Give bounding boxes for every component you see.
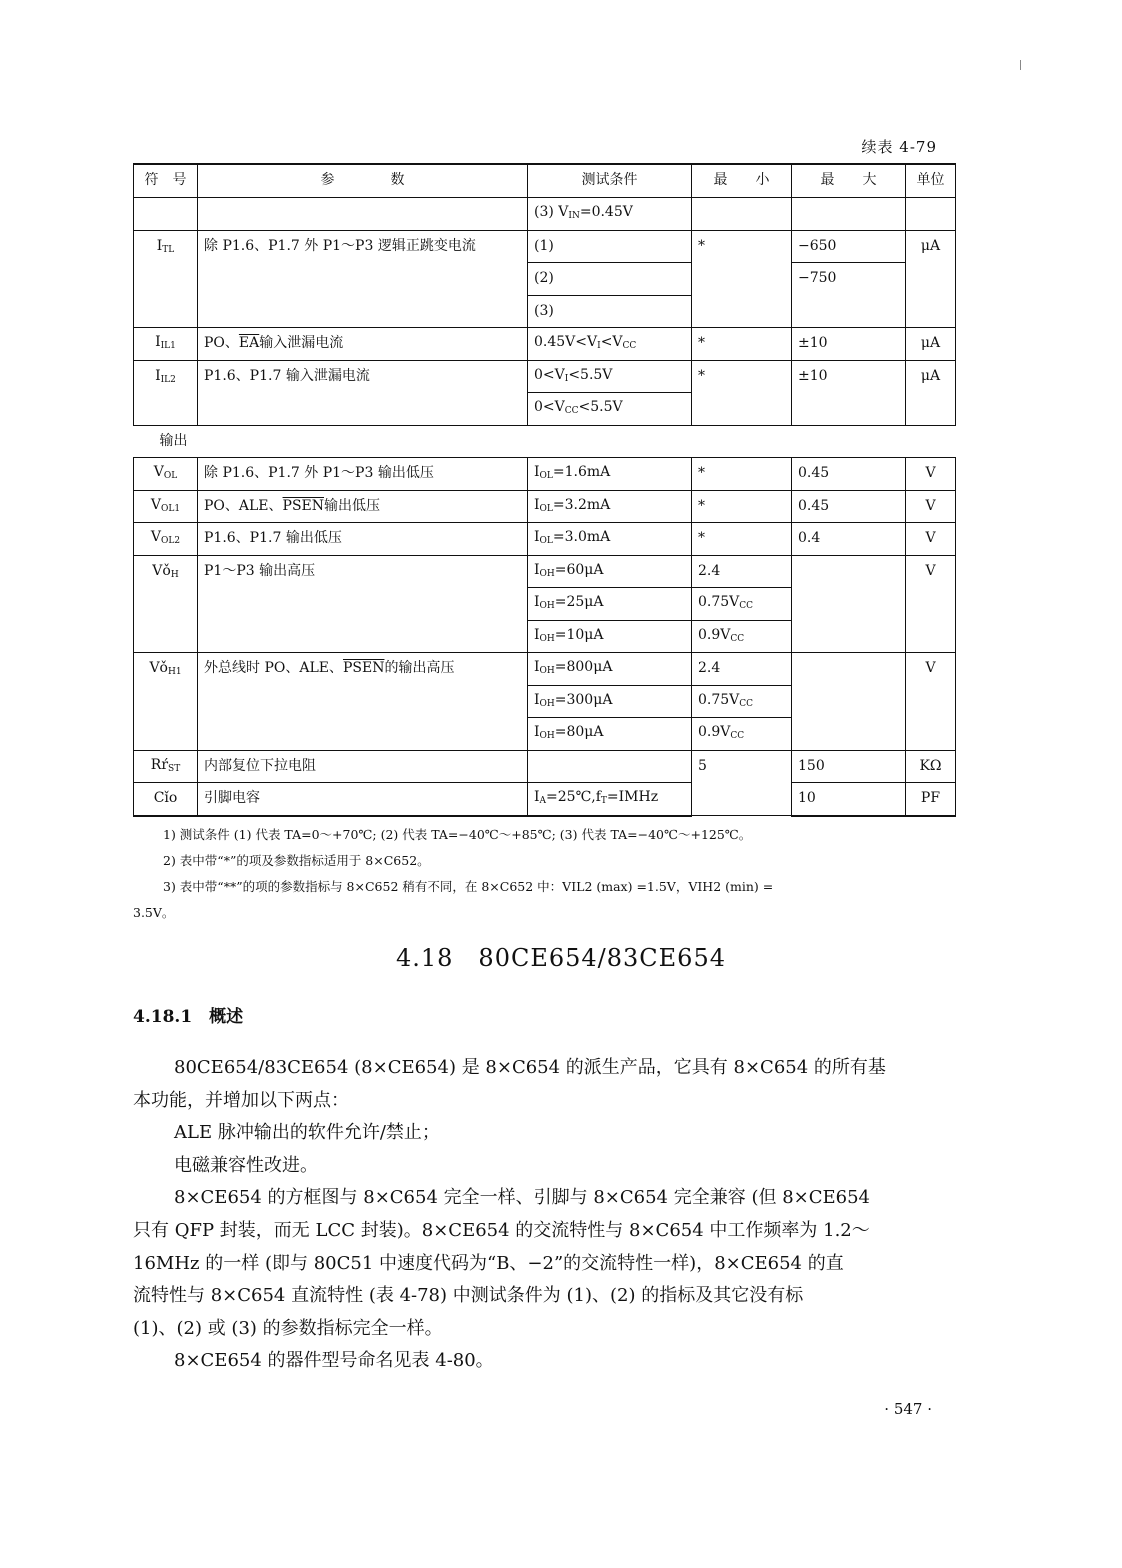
- max-cell: 0.45: [792, 490, 906, 523]
- table-row: [134, 523, 956, 556]
- cond-cell: (2): [528, 263, 692, 296]
- cond-cell: $0.45V<V_I<V_{CC}$: [528, 328, 692, 361]
- param-cell: P1.6、P1.7 输入泄漏电流: [198, 360, 528, 425]
- paragraph-line: (1)、(2) 或 (3) 的参数指标完全一样。: [133, 1317, 443, 1339]
- min-cell: *: [692, 490, 792, 523]
- symbol-cell: $V_{OL}$: [134, 458, 198, 491]
- table-row: [134, 750, 956, 783]
- paragraph-line: 只有 QFP 封装，而无 LCC 封装)。8×CE654 的交流特性与 8×C654 中工作频率为 1.2～: [133, 1219, 870, 1241]
- min-cell: *: [692, 523, 792, 556]
- unit-cell: V: [906, 653, 956, 751]
- scan-mark: [1020, 60, 1021, 70]
- min-cell: *: [692, 360, 792, 425]
- table-row: [134, 458, 956, 491]
- unit-cell: μA: [906, 328, 956, 361]
- page-number: · 547 ·: [884, 1400, 932, 1418]
- cond-cell: $0<V_{CC}<5.5V$: [528, 393, 692, 426]
- symbol-cell: $V_{OL2}$: [134, 523, 198, 556]
- min-cell: 5: [692, 750, 792, 816]
- param-cell: P1～P3 输出高压: [198, 555, 528, 653]
- subsection-heading: 4.18.1 概述: [133, 1007, 244, 1027]
- max-cell: [792, 555, 906, 653]
- cond-cell: $0<V_I<5.5V$: [528, 360, 692, 393]
- paragraph-line: 16MHz 的一样 (即与 80C51 中速度代码为“B、−2”的交流特性一样)，8×CE654 的直: [133, 1252, 844, 1274]
- section-output-label: 输出: [134, 425, 956, 458]
- symbol-cell: $I_{IL2}$: [134, 360, 198, 425]
- cond-cell: $I_{OL}=3.2mA$: [528, 490, 692, 523]
- param-cell: P1.6、P1.7 输出低压: [198, 523, 528, 556]
- dc-characteristics-table: [133, 163, 956, 817]
- param-cell: PO、$\overline{EA}$输入泄漏电流: [198, 328, 528, 361]
- min-cell: *: [692, 458, 792, 491]
- max-cell: 0.4: [792, 523, 906, 556]
- body-text: [133, 1052, 955, 1378]
- section-heading: 4.18 80CE654/83CE654: [396, 944, 726, 972]
- unit-cell: μA: [906, 230, 956, 328]
- symbol-cell: Cǐo: [134, 783, 198, 816]
- note-3-cont: 3.5V。: [133, 905, 175, 920]
- param-cell: 除 P1.6、P1.7 外 P1～P3 逻辑正跳变电流: [198, 230, 528, 328]
- paragraph: 80CE654/83CE654 (8×CE654) 是 8×C654 的派生产品，它具有 8×C654 的所有基: [174, 1057, 886, 1078]
- cond-cell: $I_{OH}=10\mu A$: [528, 620, 692, 653]
- param-cell: PO、ALE、PSEN输出低压: [198, 490, 528, 523]
- symbol-cell: $I_{TL}$: [134, 230, 198, 328]
- table-row: [134, 490, 956, 523]
- header-max: 最 大: [792, 164, 906, 198]
- paragraph: 8×CE654 的器件型号命名见表 4-80。: [174, 1350, 494, 1372]
- cond-cell: $I_A=25℃,f_T=IMHz$: [528, 783, 692, 816]
- table-row: [134, 653, 956, 686]
- max-cell: −650: [792, 230, 906, 263]
- param-cell: 引脚电容: [198, 783, 528, 816]
- min-cell: $0.75V_{CC}$: [692, 685, 792, 718]
- header-unit: 单位: [906, 164, 956, 198]
- table-row: [134, 783, 956, 816]
- max-cell: ±10: [792, 328, 906, 361]
- max-cell: 0.45: [792, 458, 906, 491]
- max-cell: −750: [792, 263, 906, 328]
- unit-cell: V: [906, 490, 956, 523]
- paragraph-line: 流特性与 8×C654 直流特性 (表 4-78) 中测试条件为 (1)、(2) 的指标及其它没有标: [133, 1285, 804, 1307]
- cond-cell: [528, 750, 692, 783]
- symbol-cell: $Vǒ_H$: [134, 555, 198, 653]
- table-row: [134, 230, 956, 263]
- header-cond: 测试条件: [528, 164, 692, 198]
- min-cell: 2.4: [692, 653, 792, 686]
- paragraph: ALE 脉冲输出的软件允许/禁止；: [174, 1122, 440, 1144]
- cond-cell: $I_{OH}=60\mu A$: [528, 555, 692, 588]
- table-row: [134, 555, 956, 588]
- unit-cell: μA: [906, 360, 956, 425]
- paragraph: 8×CE654 的方框图与 8×C654 完全一样、引脚与 8×C654 完全兼容 (但 8×CE654: [174, 1187, 871, 1209]
- cond-cell: $I_{OH}=300\mu A$: [528, 685, 692, 718]
- min-cell: *: [692, 328, 792, 361]
- cond-cell: (1): [528, 230, 692, 263]
- table-row: [134, 328, 956, 361]
- cond-cell: $I_{OL}=1.6mA$: [528, 458, 692, 491]
- min-cell: *: [692, 230, 792, 328]
- table-row: [134, 360, 956, 393]
- param-cell: 内部复位下拉电阻: [198, 750, 528, 783]
- cond-cell: $I_{OH}=25\mu A$: [528, 588, 692, 621]
- cond-cell: $I_{OH}=800\mu A$: [528, 653, 692, 686]
- max-cell: 150: [792, 750, 906, 783]
- cond-cell: (3) $V_{IN}=0.45V$: [528, 198, 692, 231]
- max-cell: ±10: [792, 360, 906, 425]
- max-cell: 10: [792, 783, 906, 816]
- unit-cell: KΩ: [906, 750, 956, 783]
- symbol-cell: $V_{OL1}$: [134, 490, 198, 523]
- unit-cell: V: [906, 458, 956, 491]
- note-2: 2) 表中带“*”的项及参数指标适用于 8×C652。: [163, 853, 430, 868]
- header-min: 最 小: [692, 164, 792, 198]
- note-1: 1) 测试条件 (1) 代表 TA=0～+70℃; (2) 代表 TA=−40℃～+85℃; (3) 代表 TA=−40℃～+125℃。: [163, 827, 752, 842]
- header-symbol: 符 号: [134, 164, 198, 198]
- unit-cell: PF: [906, 783, 956, 816]
- min-cell: $0.9V_{CC}$: [692, 718, 792, 751]
- paragraph-line: 本功能，并增加以下两点：: [133, 1089, 349, 1111]
- min-cell: 2.4: [692, 555, 792, 588]
- symbol-cell: $Vǒ_{H1}$: [134, 653, 198, 751]
- note-3: 3) 表中带“**”的项的参数指标与 8×C652 稍有不同，在 8×C652 中：VIL2 (max) =1.5V，VIH2 (min) =: [163, 879, 774, 894]
- unit-cell: V: [906, 555, 956, 653]
- table-notes: [133, 822, 955, 926]
- param-cell: 外总线时 PO、ALE、PSEN的输出高压: [198, 653, 528, 751]
- header-param: 参 数: [198, 164, 528, 198]
- symbol-cell: $I_{IL1}$: [134, 328, 198, 361]
- min-cell: $0.75V_{CC}$: [692, 588, 792, 621]
- paragraph: 电磁兼容性改进。: [174, 1154, 318, 1176]
- min-cell: $0.9V_{CC}$: [692, 620, 792, 653]
- cond-cell: $I_{OH}=80\mu A$: [528, 718, 692, 751]
- cond-cell: (3): [528, 295, 692, 328]
- table-continued-label: 续表 4-79: [861, 138, 937, 156]
- max-cell: [792, 653, 906, 751]
- table-row: [134, 198, 956, 231]
- table-header-row: [134, 164, 956, 198]
- section-row: [134, 425, 956, 458]
- param-cell: 除 P1.6、P1.7 外 P1～P3 输出低压: [198, 458, 528, 491]
- symbol-cell: $Rŕ_{ST}$: [134, 750, 198, 783]
- cond-cell: $I_{OL}=3.0mA$: [528, 523, 692, 556]
- unit-cell: V: [906, 523, 956, 556]
